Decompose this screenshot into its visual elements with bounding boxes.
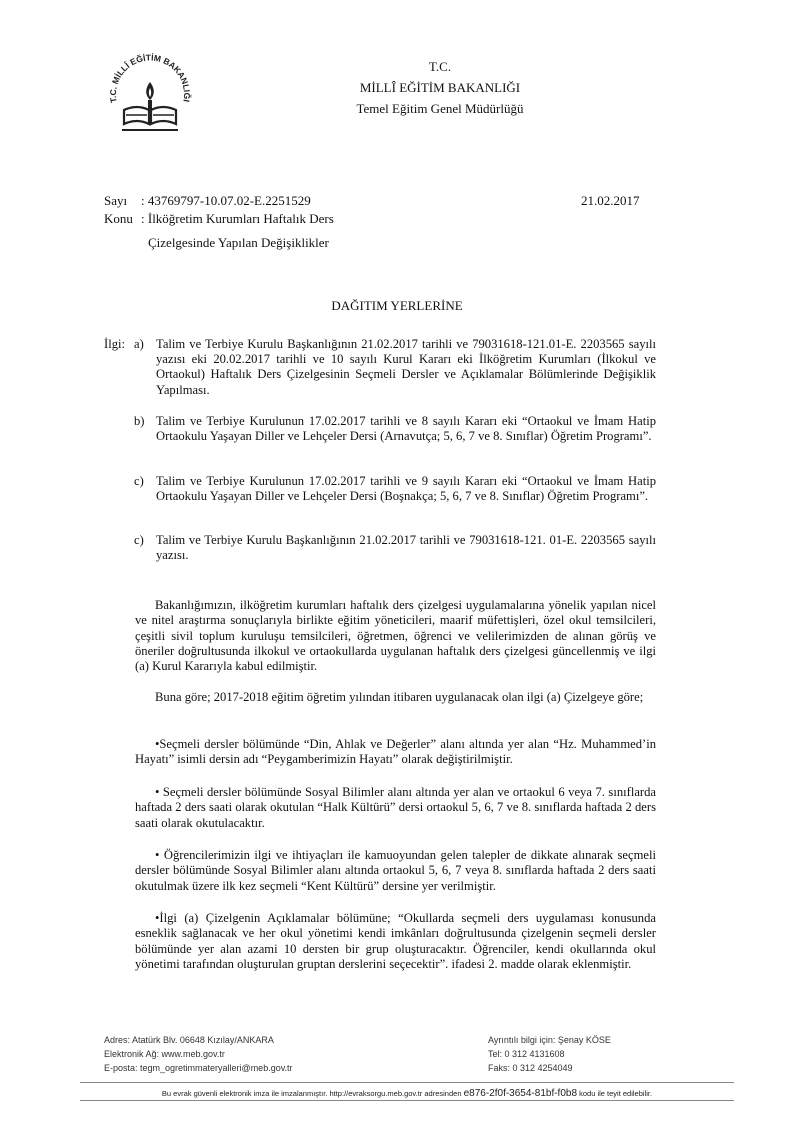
footer-divider (80, 1100, 734, 1101)
logo-text: T.C. MİLLÎ EĞİTİM BAKANLIĞI (107, 52, 193, 104)
header-country: T.C. (428, 59, 452, 74)
footer-fax: Faks: 0 312 4254049 (488, 1063, 573, 1073)
ilgi-item-label: a) (134, 337, 144, 351)
ilgi-item (134, 337, 656, 398)
verification-prefix: Bu evrak güvenli elektronik imza ile imzalanmıştır. http://evraksorgu.meb.gov.tr adresinden (161, 1089, 462, 1098)
body-paragraph: • Öğrencilerimizin ilgi ve ihtiyaçları ile kamuoyundan gelen talepler de dikkate alınarak seçmeli dersler bölümünde Sosyal Bilimler alanı altında ortaokul 5, 6, 7 veya 8. sınıflarda haftada 2 ders saati okutulmak üzere ilk kez seçmeli “Kent Kültürü” dersine yer verilmiştir. (135, 848, 656, 893)
sayi-label: Sayı (104, 193, 128, 208)
header-ministry: MİLLÎ EĞİTİM BAKANLIĞI (359, 80, 521, 95)
footer-contact: Ayrıntılı bilgi için: Şenay KÖSE (488, 1035, 611, 1045)
footer-tel: Tel: 0 312 4131608 (488, 1049, 565, 1059)
ilgi-item-text: Talim ve Terbiye Kurulu Başkanlığının 21.02.2017 tarihli ve 79031618-121.01-E. 2203565 sayılı yazısı eki 20.02.2017 tarihli ve 10 sayılı Kurul Kararı eki İlköğretim Kurumları (İlkokul ve Ortaokul) Haftalık Ders Çizelgesinin Seçmeli Dersler ve Açıklamalar Bölümlerinde Değişiklik Yapılması. (156, 337, 656, 397)
konu-line2: Çizelgesinde Yapılan Değişiklikler (148, 235, 329, 250)
footer-email: E-posta: tegm_ogretimmateryalleri@meb.gov.tr (104, 1063, 293, 1073)
verification-line (80, 1088, 734, 1099)
ministry-logo (104, 52, 196, 144)
ilgi-item-label: c) (134, 474, 144, 488)
footer-web: Elektronik Ağ: www.meb.gov.tr (104, 1049, 225, 1059)
body-paragraph: Buna göre; 2017-2018 eğitim öğretim yılından itibaren uygulanacak olan ilgi (a) Çizelgeye göre; (155, 690, 644, 704)
verification-suffix: kodu ile teyit edilebilir. (579, 1089, 653, 1098)
footer-address: Adres: Atatürk Blv. 06648 Kızılay/ANKARA (104, 1035, 274, 1045)
ilgi-item-label: b) (134, 414, 145, 428)
footer-divider (80, 1082, 734, 1083)
ilgi-item-text: Talim ve Terbiye Kurulu Başkanlığının 21.02.2017 tarihli ve 79031618-121. 01-E. 2203565 sayılı yazısı. (156, 533, 656, 563)
ilgi-item-text: Talim ve Terbiye Kurulunun 17.02.2017 tarihli ve 9 sayılı Kararı eki “Ortaokul ve İmam Hatip Ortaokulu Yaşayan Diller ve Lehçeler Dersi (Boşnakça; 5, 6, 7 ve 8. Sınıflar) Öğretim Programı”. (156, 474, 656, 504)
addressee: DAĞITIM YERLERİNE (331, 298, 463, 313)
body-paragraph: •Seçmeli dersler bölümünde “Din, Ahlak ve Değerler” alanı altında yer alan “Hz. Muhammed’in Hayatı” isimli dersin adı “Peygamberimizin Hayatı” olarak değiştirilmiştir. (135, 737, 656, 767)
konu-label: Konu (104, 211, 133, 226)
verification-code: e876-2f0f-3654-81bf-f0b8 (463, 1088, 578, 1099)
body-paragraph: • Seçmeli dersler bölümünde Sosyal Bilimler alanı altında yer alan ve ortaokul 6 veya 7. sınıflarda haftada 2 ders saati olarak okutulan “Halk Kültürü” dersi ortaokul 5, 6, 7 ve 8. sınıflarda haftada 2 ders saati olarak okutulacaktır. (135, 785, 656, 830)
ilgi-item-label: c) (134, 533, 144, 547)
header-directorate: Temel Eğitim Genel Müdürlüğü (356, 101, 524, 116)
ilgi-item (134, 414, 656, 444)
ilgi-item (134, 474, 656, 504)
ilgi-item-text: Talim ve Terbiye Kurulunun 17.02.2017 tarihli ve 8 sayılı Kararı eki “Ortaokul ve İmam Hatip Ortaokulu Yaşayan Diller ve Lehçeler Dersi (Arnavutça; 5, 6, 7 ve 8. Sınıflar) Öğretim Programı”. (156, 414, 656, 444)
konu-line1: : İlköğretim Kurumları Haftalık Ders (141, 211, 334, 226)
ilgi-item (134, 533, 656, 563)
body-paragraph: Bakanlığımızın, ilköğretim kurumları haftalık ders çizelgesi uygulamalarına yönelik yapılan nicel ve nitel araştırma sonuçlarıyla birlikte eğitim yöneticileri, maarif müfettişleri, özel okul temsilcileri, çeşitli sivil toplum kuruluşu temsilcileri, öğretmen, öğrenci ve velilerimizden de alınan görüş ve öneriler doğrultusunda ilkokul ve ortaokullarda uygulanan haftalık ders çizelgesi güncellenmiş ve ilgi (a) Kurul Kararıyla kabul edilmiştir. (135, 598, 656, 674)
body-paragraph: •İlgi (a) Çizelgenin Açıklamalar bölümüne; “Okullarda seçmeli ders uygulaması konusunda esneklik sağlanacak ve her okul yönetimi kendi imkânları doğrultusunda çizelgenin seçmeli dersler bölümünde yer alan azami 10 dersten bir grup oluşturacaktır. Öğrenciler, kendi okullarında okul yönetimi tarafından oluşturulan gruptan derslerini seçecektir”. ifadesi 2. madde olarak eklenmiştir. (135, 911, 656, 971)
document-date: 21.02.2017 (581, 193, 640, 208)
ilgi-label: İlgi: (104, 337, 125, 351)
sayi-value: : 43769797-10.07.02-E.2251529 (141, 193, 311, 208)
